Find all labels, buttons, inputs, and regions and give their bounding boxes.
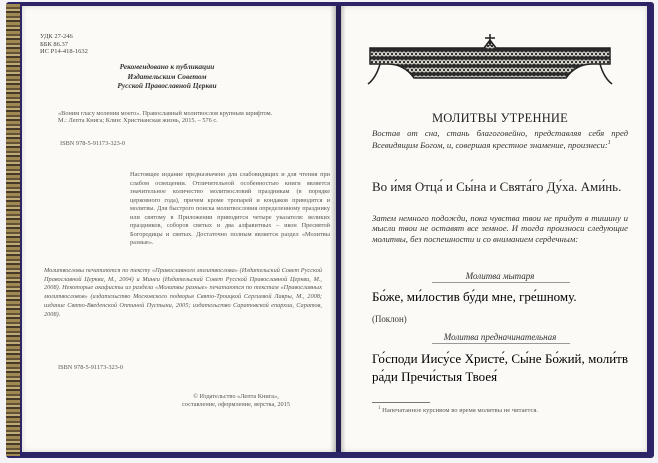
footnote (378, 406, 628, 414)
rubric-instruction: Затем немного подожди, пока чувства твои не придут в тишину и мысли твои не оставят все земное. И тогда произноси следующие молитвы, без поспешности и со вниманием сердечным: (372, 213, 628, 244)
book-gutter (330, 6, 346, 452)
udk-line: УДК 27-246 (40, 33, 73, 40)
section-title: МОЛИТВЫ УТРЕННИЕ (431, 111, 568, 125)
prayer-heading-publican: Молитва мытаря (465, 271, 535, 281)
heading-rule (432, 282, 570, 283)
prostration-note: (Поклон) (372, 314, 407, 324)
prayer-trinity: Во и́мя Отца́ и Сы́на и Свята́го Ду́ха. Ами́нь. (372, 179, 622, 194)
recommendation-block (52, 62, 282, 91)
recommendation-line: Русской Православной Церкви (117, 81, 217, 91)
prayer-heading-initial: Молитва предначинательная (443, 332, 557, 342)
ornamental-headpiece (366, 34, 614, 88)
copyright-line: составление, оформление, верстка, 2015 (182, 401, 290, 409)
cover-ornament-strip (6, 4, 20, 456)
is-line: ИС Р14-418-1632 (40, 48, 88, 56)
rubric-intro (372, 128, 628, 151)
prayer-publican: Бо́же, ми́лостив бу́ди мне, гре́шному. (372, 289, 577, 304)
annotation-text: Настоящее издание предназначено для слабовидящих и для чтения при слабом освещении. Отличительной особенностью книги является значительное количество молитвословий праздникам (в порядке церковного года), причем кроме тропарей и кондаков приводятся и молитвы. Для быстрого поиска молитвословия определенному празднику или святому в Приложении приводится четыре указателя: великих праздников, соборов святых и два алфавитных – икон Пресвятой Богородицы и святых. Достаточно полным является раздел «Молитвы разные». (130, 171, 330, 246)
prayer-initial: Го́споди Иису́се Христе́, Сы́не Бо́жий, моли́тв ра́ди Пречи́стыя Твоея́ (372, 351, 628, 384)
rubric-intro-text: Востав от сна, стань благоговейно, представляя себя пред Всевидящим Богом, и, совершая крестное знамение, произнеси: (372, 128, 628, 151)
heading-rule (432, 343, 570, 344)
edition-note: Молитвословы печатаются по тексту «Православного молитвослова» (Издательский Совет Русской Православной Церкви, М., 2004) и Минеи (Издательский Совет Русской Православной Церкви, М., 2008). Некоторые акафисты из раздела «Молитвы разные» печатаются по текстам «Православных молитвословов» (издательство Московского подворья Свято-Троицкой Сергиевой Лавры, М., 2008; издание Свято-Введенской Оптиной Пустыни, 2005; издательство Саратовской епархии, Саратов, 2008). (44, 267, 322, 318)
recommendation-line: Издательским Советом (127, 71, 207, 81)
udk-block (40, 33, 88, 56)
copyright-block (136, 393, 336, 410)
bibliographic-record: «Воним гласу моления моего». Православный молитвослов крупным шрифтом. М.: Лепта Книга; Клин: Христианская жизнь, 2015. – 576 с. (58, 110, 273, 125)
footnote-number: 1 (378, 406, 381, 411)
footnote-marker: 1 (607, 140, 611, 147)
isbn-top: ISBN 978-5-91173-323-0 (60, 140, 126, 147)
copyright-line: © Издательство «Лепта Книга», (193, 393, 279, 400)
recommendation-line: Рекомендовано к публикации (119, 62, 215, 71)
footnote-rule (372, 402, 430, 403)
bbk-line: ББК 86.37 (40, 40, 69, 48)
isbn-bottom: ISBN 978-5-91173-323-0 (58, 364, 124, 371)
footnote-text: Напечатанное курсивом во время молитвы не читается. (382, 407, 539, 415)
